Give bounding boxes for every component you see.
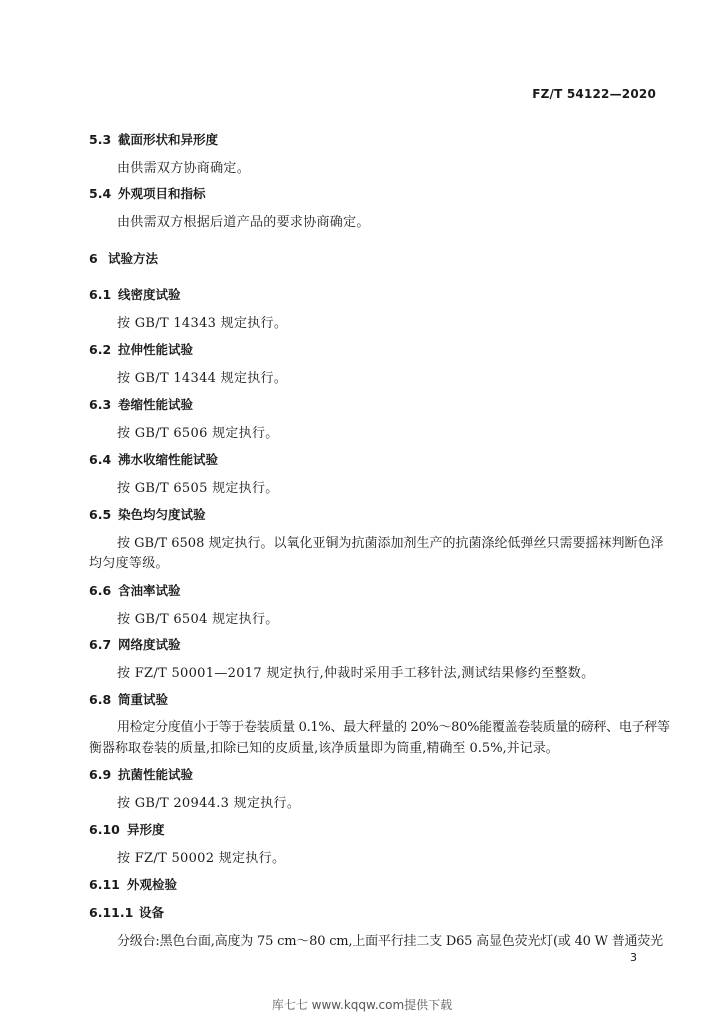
- section-number: 6.3: [89, 397, 112, 412]
- section-title: 设备: [139, 905, 165, 920]
- download-footer: 库七七 www.kqqw.com提供下载: [271, 998, 453, 1012]
- paragraph-6-7: 按 FZ/T 50001—2017 规定执行,仲裁时采用手工移针法,测试结果修约至整数。: [117, 666, 595, 681]
- section-number: 6.5: [89, 507, 112, 522]
- section-title: 含油率试验: [118, 583, 181, 598]
- paragraph-6-5-line-2: 均匀度等级。: [89, 556, 169, 571]
- section-title: 试验方法: [108, 251, 159, 266]
- section-title: 网络度试验: [118, 637, 181, 652]
- section-number: 6: [89, 251, 98, 266]
- paragraph-6-9: 按 GB/T 20944.3 规定执行。: [117, 796, 301, 811]
- section-title: 外观检验: [127, 877, 178, 892]
- section-number: 5.4: [89, 186, 112, 201]
- paragraph-6-11-1: 分级台:黑色台面,高度为 75 cm～80 cm,上面平行挂二支 D65 高显色荧光灯(或 40 W 普通荧光: [117, 934, 663, 949]
- paragraph-6-10: 按 FZ/T 50002 规定执行。: [117, 851, 286, 866]
- paragraph-6-3: 按 GB/T 6506 规定执行。: [117, 426, 279, 441]
- section-title: 截面形状和异形度: [118, 132, 219, 147]
- paragraph-6-5-line-1: 按 GB/T 6508 规定执行。以氧化亚铜为抗菌添加剂生产的抗菌涤纶低弹丝只需要摇袜判断色泽: [117, 536, 664, 551]
- section-title: 外观项目和指标: [118, 186, 206, 201]
- section-title: 染色均匀度试验: [118, 507, 206, 522]
- section-title: 筒重试验: [118, 692, 169, 707]
- section-number: 6.11: [89, 877, 120, 892]
- paragraph-6-2: 按 GB/T 14344 规定执行。: [117, 371, 288, 386]
- section-title: 异形度: [127, 822, 165, 837]
- paragraph-6-1: 按 GB/T 14343 规定执行。: [117, 316, 288, 331]
- section-number: 6.10: [89, 822, 120, 837]
- section-title: 抗菌性能试验: [118, 767, 194, 782]
- section-title: 线密度试验: [118, 287, 181, 302]
- section-number: 6.11.1: [89, 905, 134, 920]
- page-number: 3: [630, 951, 637, 964]
- paragraph-6-6: 按 GB/T 6504 规定执行。: [117, 612, 279, 627]
- paragraph-6-8-line-2: 衡器称取卷装的质量,扣除已知的皮质量,该净质量即为筒重,精确至 0.5%,并记录。: [89, 741, 559, 756]
- paragraph-6-8-line-1: 用检定分度值小于等于卷装质量 0.1%、最大秤量的 20%～80%能覆盖卷装质量的磅秤、电子秤等: [117, 720, 670, 735]
- section-title: 拉伸性能试验: [118, 342, 194, 357]
- section-number: 6.4: [89, 452, 112, 467]
- section-number: 5.3: [89, 132, 112, 147]
- paragraph-5-4: 由供需双方根据后道产品的要求协商确定。: [117, 215, 370, 230]
- section-number: 6.9: [89, 767, 112, 782]
- paragraph-5-3: 由供需双方协商确定。: [117, 161, 251, 176]
- section-number: 6.6: [89, 583, 112, 598]
- section-number: 6.1: [89, 287, 112, 302]
- section-number: 6.8: [89, 692, 112, 707]
- section-title: 沸水收缩性能试验: [118, 452, 219, 467]
- section-number: 6.7: [89, 637, 112, 652]
- section-number: 6.2: [89, 342, 112, 357]
- section-title: 卷缩性能试验: [118, 397, 194, 412]
- paragraph-6-4: 按 GB/T 6505 规定执行。: [117, 481, 279, 496]
- standard-code: FZ/T 54122—2020: [532, 87, 656, 101]
